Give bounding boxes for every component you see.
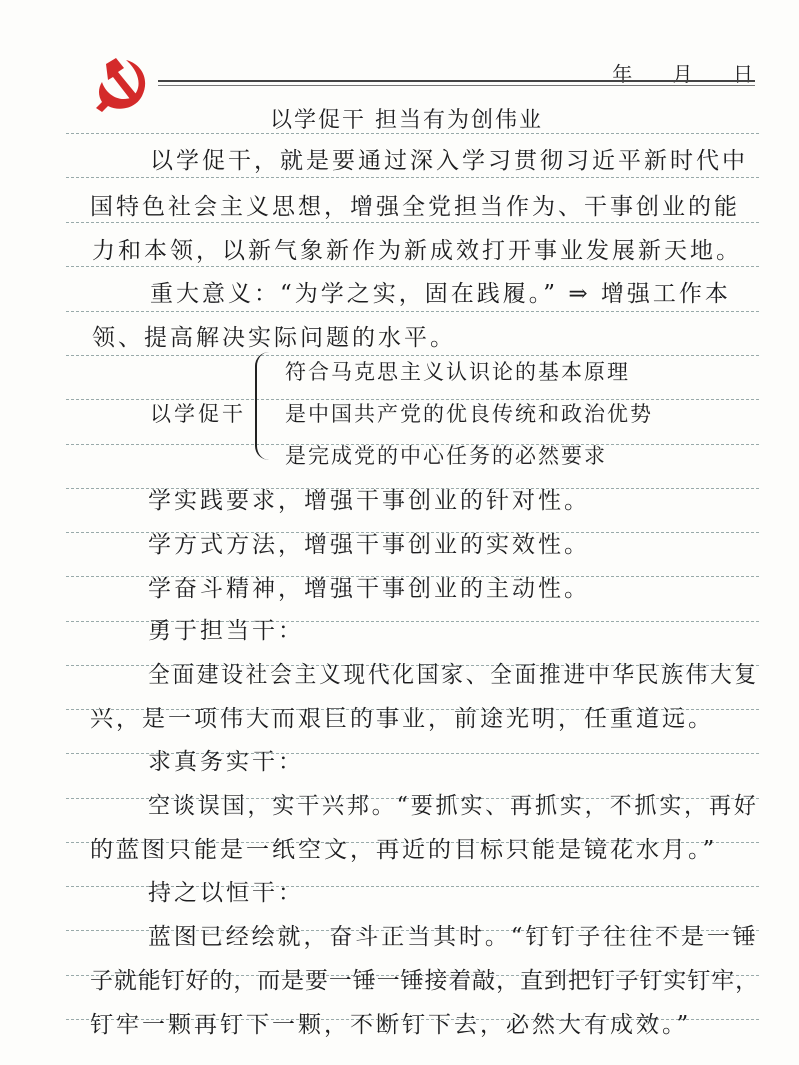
year-label: 年 [612,62,633,86]
month-label: 月 [672,62,693,86]
text-line: 重大意义：“为学之实，固在践履。” ⇒ 增强工作本 [150,281,731,307]
bracket-item: 是完成党的中心任务的必然要求 [285,444,607,468]
text-line: 学方式方法，增强干事创业的实效性。 [148,532,590,558]
header-rule [158,80,755,86]
text-line: 钉牢一颗再钉下一颗，不断钉下去，必然大有成效。” [90,1012,692,1038]
text-line: 蓝图已经绘就，奋斗正当其时。“钉钉子往往不是一锤 [148,924,759,950]
bracket-item: 符合马克思主义认识论的基本原理 [285,360,630,384]
bracket-item: 是中国共产党的优良传统和政治优势 [285,402,653,426]
bracket-label: 以学促干 [150,402,246,426]
curly-brace [255,352,271,460]
text-line: 力和本领，以新气象新作为新成效打开事业发展新天地。 [92,238,742,264]
text-line: 子就能钉好的，而是要一锤一锤接着敲，直到把钉子钉实钉牢， [90,968,759,994]
text-line: 学奋斗精神，增强干事创业的主动性。 [148,576,590,602]
text-line: 学实践要求，增强干事创业的针对性。 [148,488,590,514]
text-line: 国特色社会主义思想，增强全党担当作为、干事创业的能 [90,194,740,220]
text-line: 空谈误国，实干兴邦。“要抓实、再抓实，不抓实，再好 [148,793,759,819]
text-line: 兴，是一项伟大而艰巨的事业，前途光明，任重道远。 [90,706,714,732]
section-heading: 勇于担当干： [148,618,304,644]
hammer-and-sickle-icon [92,54,152,114]
text-line: 领、提高解决实际问题的水平。 [92,325,456,351]
text-line: 全面建设社会主义现代化国家、全面推进中华民族伟大复 [148,662,759,688]
page-title: 以学促干 担当有为创伟业 [270,108,543,133]
text-line: 以学促干，就是要通过深入学习贯彻习近平新时代中 [150,148,748,174]
text-line: 的蓝图只能是一纸空文，再近的目标只能是镜花水月。” [90,837,718,863]
section-heading: 求真务实干： [148,749,304,775]
day-label: 日 [733,62,753,86]
section-heading: 持之以恒干： [148,880,304,906]
